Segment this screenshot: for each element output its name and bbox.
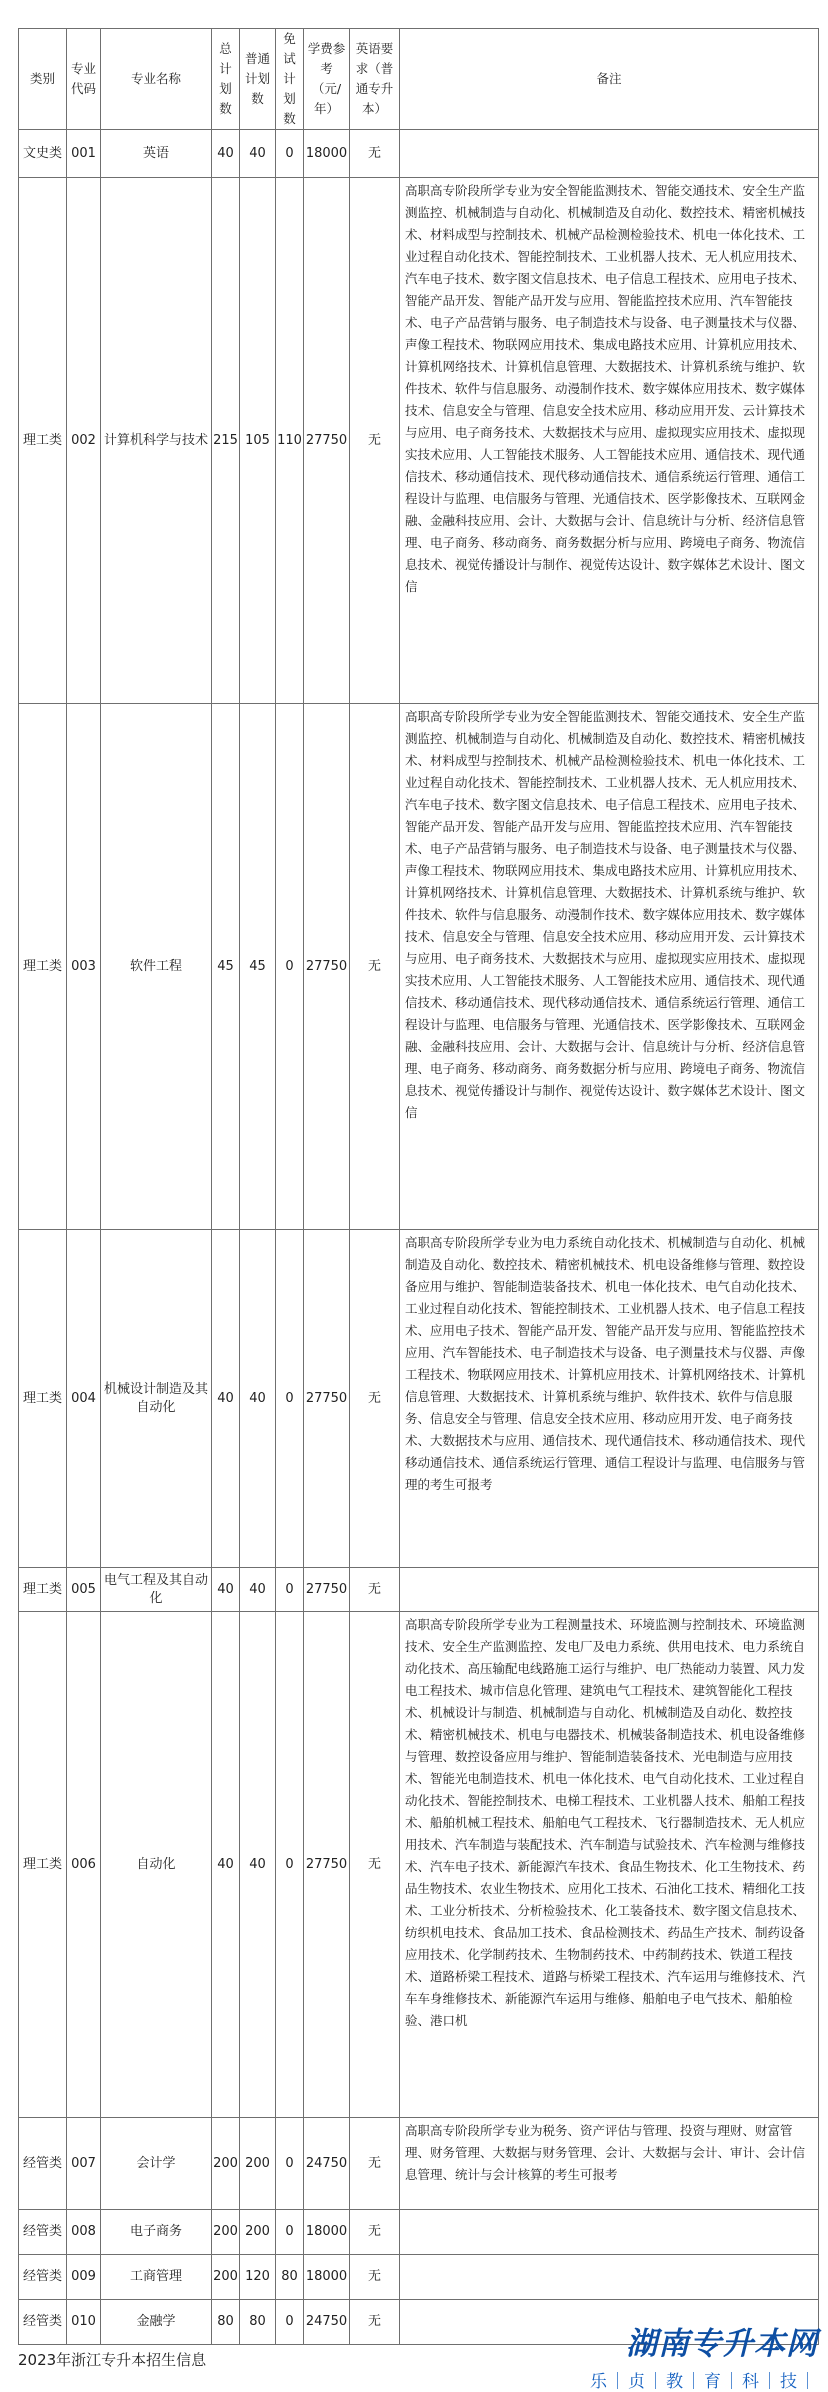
cell-category: 理工类 [19, 704, 67, 1230]
cell-name: 工商管理 [101, 2255, 212, 2300]
enrollment-table [18, 28, 819, 2345]
cell-code: 006 [67, 1612, 101, 2118]
cell-english: 无 [350, 704, 400, 1230]
cell-code: 003 [67, 704, 101, 1230]
cell-category: 文史类 [19, 130, 67, 178]
cell-tuition: 18000 [304, 2255, 350, 2300]
cell-name: 自动化 [101, 1612, 212, 2118]
cell-tuition: 18000 [304, 130, 350, 178]
cell-code: 009 [67, 2255, 101, 2300]
cell-total: 40 [212, 1230, 240, 1568]
cell-code: 008 [67, 2210, 101, 2255]
table-row [19, 1568, 819, 1612]
cell-category: 经管类 [19, 2255, 67, 2300]
watermark-title: 湖南专升本网 [626, 2326, 818, 2362]
header-english: 英语要求（普通专升本） [350, 29, 400, 130]
cell-code: 001 [67, 130, 101, 178]
footer-caption: 2023年浙江专升本招生信息 [18, 2351, 207, 2369]
cell-exempt: 0 [276, 1230, 304, 1568]
cell-name: 会计学 [101, 2118, 212, 2210]
cell-name: 英语 [101, 130, 212, 178]
cell-name: 金融学 [101, 2300, 212, 2345]
cell-regular: 200 [240, 2210, 276, 2255]
cell-regular: 40 [240, 1612, 276, 2118]
header-tuition: 学费参考（元/年） [304, 29, 350, 130]
cell-remark: 高职高专阶段所学专业为电力系统自动化技术、机械制造与自动化、机械制造及自动化、数控技术、精密机械技术、机电设备维修与管理、数控设备应用与维护、智能制造装备技术、机电一体化技术、电气自动化技术、工业过程自动化技术、智能控制技术、工业机器人技术、电子信息工程技术、应用电子技术、智能产品开发、智能产品开发与应用、智能监控技术应用、汽车智能技术、电子制造技术与设备、电子测量技术与仪器、声像工程技术、物联网应用技术、计算机应用技术、计算机网络技术、计算机信息管理、大数据技术、计算机系统与维护、软件技术、软件与信息服务、信息安全与管理、信息安全技术应用、移动应用开发、电子商务技术、大数据技术与应用、通信技术、现代通信技术、移动通信技术、现代移动通信技术、通信系统运行管理、通信工程设计与监理、电信服务与管理的考生可报考 [400, 1230, 819, 1568]
cell-remark: 高职高专阶段所学专业为工程测量技术、环境监测与控制技术、环境监测技术、安全生产监测监控、发电厂及电力系统、供用电技术、电力系统自动化技术、高压输配电线路施工运行与维护、电厂热能动力装置、风力发电工程技术、城市信息化管理、建筑电气工程技术、建筑智能化工程技术、机械设计与制造、机械制造与自动化、机械制造及自动化、数控技术、精密机械技术、机电与电器技术、机械装备制造技术、机电设备维修与管理、数控设备应用与维护、智能制造装备技术、光电制造与应用技术、智能光电制造技术、机电一体化技术、电气自动化技术、工业过程自动化技术、智能控制技术、电梯工程技术、工业机器人技术、船舶工程技术、船舶机械工程技术、船舶电气工程技术、飞行器制造技术、无人机应用技术、汽车制造与装配技术、汽车制造与试验技术、汽车检测与维修技术、汽车电子技术、新能源汽车技术、食品生物技术、化工生物技术、药品生物技术、农业生物技术、应用化工技术、石油化工技术、精细化工技术、工业分析技术、分析检验技术、化工装备技术、数字图文信息技术、纺织机电技术、食品加工技术、食品检测技术、药品生产技术、制药设备应用技术、化学制药技术、生物制药技术、中药制药技术、铁道工程技术、道路桥梁工程技术、道路与桥梁工程技术、汽车运用与维修技术、汽车车身维修技术、新能源汽车运用与维修、船舶电子电气技术、船舶检验、港口机 [400, 1612, 819, 2118]
cell-tuition: 24750 [304, 2118, 350, 2210]
cell-exempt: 110 [276, 178, 304, 704]
table-row [19, 1230, 819, 1568]
table-row [19, 1612, 819, 2118]
cell-remark [400, 2210, 819, 2255]
cell-regular: 80 [240, 2300, 276, 2345]
cell-tuition: 27750 [304, 704, 350, 1230]
table-row [19, 130, 819, 178]
cell-category: 理工类 [19, 1230, 67, 1568]
cell-total: 200 [212, 2255, 240, 2300]
cell-remark [400, 1568, 819, 1612]
cell-tuition: 27750 [304, 178, 350, 704]
cell-total: 200 [212, 2210, 240, 2255]
cell-remark: 高职高专阶段所学专业为安全智能监测技术、智能交通技术、安全生产监测监控、机械制造与自动化、机械制造及自动化、数控技术、精密机械技术、材料成型与控制技术、机械产品检测检验技术、机电一体化技术、工业过程自动化技术、智能控制技术、工业机器人技术、无人机应用技术、汽车电子技术、数字图文信息技术、电子信息工程技术、应用电子技术、智能产品开发、智能产品开发与应用、智能监控技术应用、汽车智能技术、电子产品营销与服务、电子制造技术与设备、电子测量技术与仪器、声像工程技术、物联网应用技术、集成电路技术应用、计算机应用技术、计算机网络技术、计算机信息管理、大数据技术、计算机系统与维护、软件技术、软件与信息服务、动漫制作技术、数字媒体应用技术、数字媒体技术、信息安全与管理、信息安全技术应用、移动应用开发、云计算技术与应用、电子商务技术、大数据技术与应用、虚拟现实应用技术、虚拟现实技术应用、人工智能技术服务、人工智能技术应用、通信技术、现代通信技术、移动通信技术、现代移动通信技术、通信系统运行管理、通信工程设计与监理、电信服务与管理、光通信技术、医学影像技术、互联网金融、金融科技应用、会计、大数据与会计、信息统计与分析、经济信息管理、电子商务、移动商务、商务数据分析与应用、跨境电子商务、物流信息技术、视觉传播设计与制作、视觉传达设计、数字媒体艺术设计、图文信 [400, 704, 819, 1230]
header-category: 类别 [19, 29, 67, 130]
header-row [19, 29, 819, 130]
cell-regular: 120 [240, 2255, 276, 2300]
cell-tuition: 24750 [304, 2300, 350, 2345]
cell-english: 无 [350, 2118, 400, 2210]
cell-regular: 40 [240, 1230, 276, 1568]
cell-exempt: 0 [276, 130, 304, 178]
cell-name: 软件工程 [101, 704, 212, 1230]
cell-tuition: 27750 [304, 1612, 350, 2118]
cell-total: 45 [212, 704, 240, 1230]
cell-total: 215 [212, 178, 240, 704]
watermark-subtitle: 乐｜贞｜教｜育｜科｜技｜ [590, 2372, 818, 2392]
cell-regular: 40 [240, 130, 276, 178]
cell-code: 007 [67, 2118, 101, 2210]
table-row [19, 2118, 819, 2210]
header-total: 总计划数 [212, 29, 240, 130]
cell-category: 经管类 [19, 2300, 67, 2345]
cell-category: 理工类 [19, 178, 67, 704]
cell-remark: 高职高专阶段所学专业为税务、资产评估与管理、投资与理财、财富管理、财务管理、大数据与财务管理、会计、大数据与会计、审计、会计信息管理、统计与会计核算的考生可报考 [400, 2118, 819, 2210]
cell-regular: 45 [240, 704, 276, 1230]
cell-english: 无 [350, 2300, 400, 2345]
cell-tuition: 27750 [304, 1230, 350, 1568]
cell-english: 无 [350, 1568, 400, 1612]
cell-exempt: 0 [276, 2210, 304, 2255]
table-row [19, 704, 819, 1230]
cell-tuition: 18000 [304, 2210, 350, 2255]
cell-exempt: 0 [276, 704, 304, 1230]
cell-remark [400, 2255, 819, 2300]
cell-regular: 40 [240, 1568, 276, 1612]
cell-exempt: 0 [276, 1612, 304, 2118]
cell-english: 无 [350, 1230, 400, 1568]
cell-name: 电子商务 [101, 2210, 212, 2255]
cell-total: 40 [212, 1568, 240, 1612]
cell-code: 005 [67, 1568, 101, 1612]
cell-total: 200 [212, 2118, 240, 2210]
cell-code: 004 [67, 1230, 101, 1568]
cell-code: 002 [67, 178, 101, 704]
header-regular: 普通计划数 [240, 29, 276, 130]
cell-exempt: 80 [276, 2255, 304, 2300]
cell-name: 机械设计制造及其自动化 [101, 1230, 212, 1568]
cell-exempt: 0 [276, 2118, 304, 2210]
cell-name: 电气工程及其自动化 [101, 1568, 212, 1612]
watermark-logo [568, 2318, 818, 2392]
cell-category: 经管类 [19, 2210, 67, 2255]
header-exempt: 免试计划数 [276, 29, 304, 130]
cell-exempt: 0 [276, 2300, 304, 2345]
cell-category: 经管类 [19, 2118, 67, 2210]
table-row [19, 2255, 819, 2300]
cell-regular: 200 [240, 2118, 276, 2210]
cell-code: 010 [67, 2300, 101, 2345]
cell-tuition: 27750 [304, 1568, 350, 1612]
header-code: 专业代码 [67, 29, 101, 130]
header-name: 专业名称 [101, 29, 212, 130]
cell-exempt: 0 [276, 1568, 304, 1612]
cell-name: 计算机科学与技术 [101, 178, 212, 704]
header-remark: 备注 [400, 29, 819, 130]
cell-regular: 105 [240, 178, 276, 704]
cell-category: 理工类 [19, 1568, 67, 1612]
cell-english: 无 [350, 178, 400, 704]
cell-total: 80 [212, 2300, 240, 2345]
table-row [19, 2210, 819, 2255]
table-row [19, 178, 819, 704]
cell-english: 无 [350, 2255, 400, 2300]
cell-remark: 高职高专阶段所学专业为安全智能监测技术、智能交通技术、安全生产监测监控、机械制造与自动化、机械制造及自动化、数控技术、精密机械技术、材料成型与控制技术、机械产品检测检验技术、机电一体化技术、工业过程自动化技术、智能控制技术、工业机器人技术、无人机应用技术、汽车电子技术、数字图文信息技术、电子信息工程技术、应用电子技术、智能产品开发、智能产品开发与应用、智能监控技术应用、汽车智能技术、电子产品营销与服务、电子制造技术与设备、电子测量技术与仪器、声像工程技术、物联网应用技术、集成电路技术应用、计算机应用技术、计算机网络技术、计算机信息管理、大数据技术、计算机系统与维护、软件技术、软件与信息服务、动漫制作技术、数字媒体应用技术、数字媒体技术、信息安全与管理、信息安全技术应用、移动应用开发、云计算技术与应用、电子商务技术、大数据技术与应用、虚拟现实应用技术、虚拟现实技术应用、人工智能技术服务、人工智能技术应用、通信技术、现代通信技术、移动通信技术、现代移动通信技术、通信系统运行管理、通信工程设计与监理、电信服务与管理、光通信技术、医学影像技术、互联网金融、金融科技应用、会计、大数据与会计、信息统计与分析、经济信息管理、电子商务、移动商务、商务数据分析与应用、跨境电子商务、物流信息技术、视觉传播设计与制作、视觉传达设计、数字媒体艺术设计、图文信 [400, 178, 819, 704]
cell-english: 无 [350, 130, 400, 178]
cell-english: 无 [350, 1612, 400, 2118]
cell-english: 无 [350, 2210, 400, 2255]
cell-total: 40 [212, 130, 240, 178]
cell-category: 理工类 [19, 1612, 67, 2118]
cell-total: 40 [212, 1612, 240, 2118]
cell-remark [400, 130, 819, 178]
